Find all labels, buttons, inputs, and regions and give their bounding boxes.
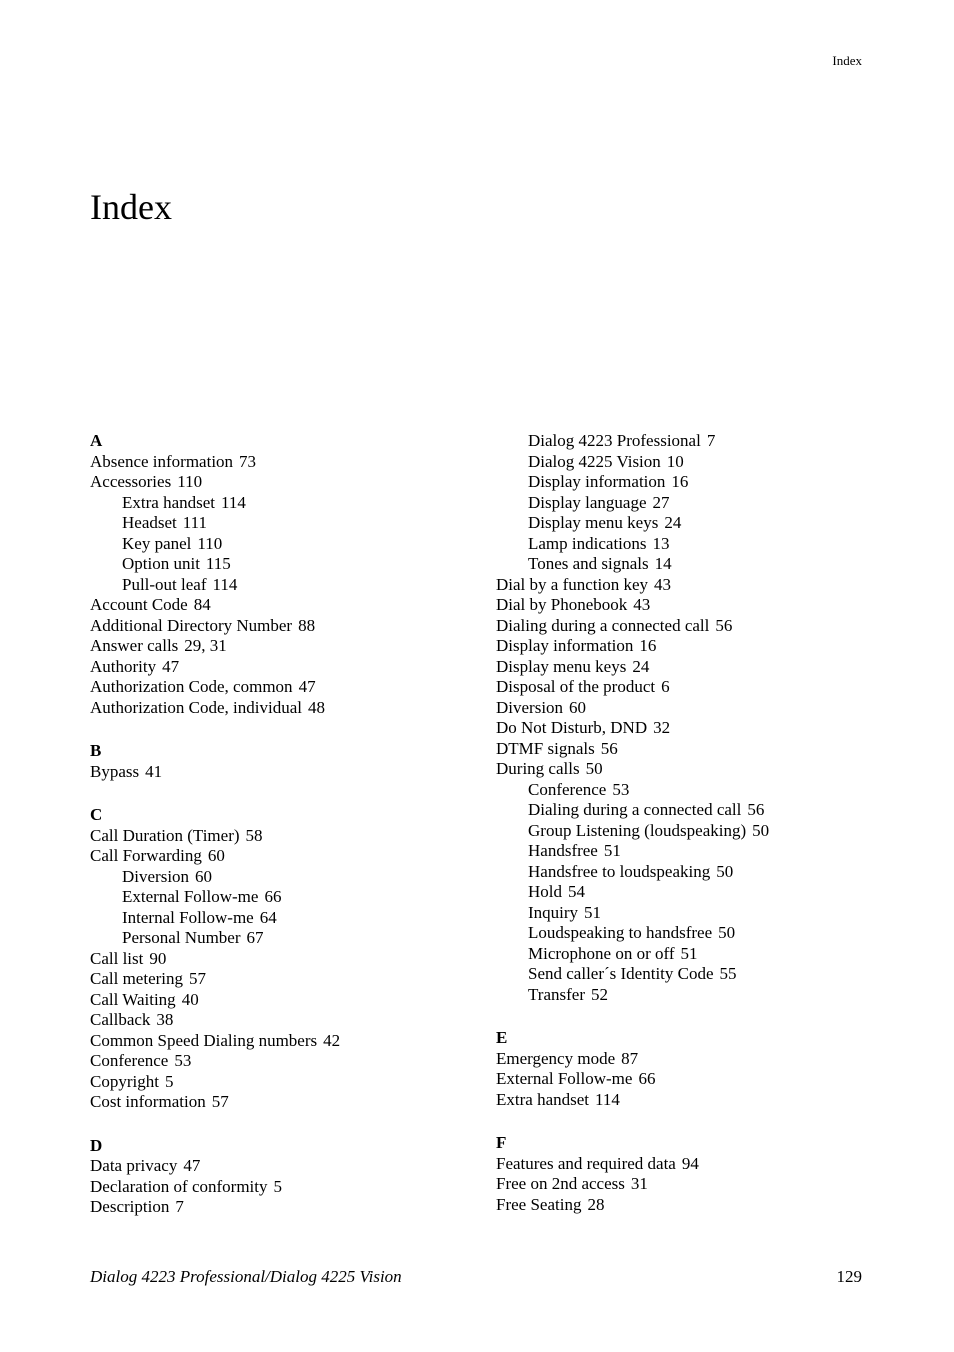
index-page-reference: 84	[193, 595, 211, 614]
index-term: Hold	[528, 882, 562, 901]
index-entry	[496, 1049, 876, 1070]
index-term: Conference	[528, 779, 607, 799]
index-term: During calls	[496, 759, 580, 778]
index-subentry	[496, 964, 876, 985]
index-entry	[90, 1010, 470, 1031]
index-term: Absence information	[90, 451, 234, 471]
index-page-reference: 57	[189, 969, 207, 988]
index-subentry	[90, 554, 470, 575]
index-term: External Follow-me	[496, 1069, 633, 1088]
index-term: Call Waiting	[90, 989, 176, 1009]
index-page-reference: 5	[273, 1176, 282, 1196]
index-entry	[90, 698, 470, 719]
index-entry	[496, 1174, 876, 1195]
index-page-reference: 50	[585, 759, 603, 778]
index-page-reference: 114	[221, 492, 246, 512]
index-term: Transfer	[528, 984, 585, 1004]
index-entry	[90, 657, 470, 678]
index-term: Disposal of the product	[496, 677, 656, 696]
index-term: Lamp indications	[528, 533, 647, 553]
index-subentry	[496, 821, 876, 842]
index-term: Dialog 4223 Professional	[528, 431, 701, 450]
index-page-reference: 60	[207, 846, 225, 865]
index-entry	[496, 1154, 876, 1175]
index-subentry	[90, 867, 470, 888]
index-term: Internal Follow-me	[122, 907, 254, 927]
index-subentry	[496, 944, 876, 965]
index-term: Handsfree	[528, 841, 598, 860]
index-subentry	[90, 575, 470, 596]
index-term: Dialing during a connected call	[528, 800, 742, 819]
index-section-letter: E	[496, 1028, 508, 1047]
index-page-reference: 47	[298, 677, 316, 696]
index-page-reference: 43	[633, 595, 651, 614]
index-term: Authorization Code, individual	[90, 697, 302, 717]
index-term: Declaration of conformity	[90, 1176, 268, 1196]
index-term: Extra handset	[122, 492, 215, 512]
index-entry	[496, 1090, 876, 1111]
index-page-reference: 28	[587, 1194, 605, 1214]
index-term: Additional Directory Number	[90, 615, 293, 635]
index-page-reference: 10	[666, 451, 684, 471]
index-entry	[496, 698, 876, 719]
index-page-reference: 57	[211, 1092, 229, 1111]
index-page-reference: 110	[177, 472, 203, 491]
index-term: Key panel	[122, 533, 192, 553]
index-term: Conference	[90, 1051, 169, 1070]
index-page-reference: 7	[706, 431, 716, 450]
index-term: Data privacy	[90, 1156, 178, 1175]
index-subentry	[496, 472, 876, 493]
index-page-reference: 67	[246, 928, 264, 947]
index-page-reference: 32	[653, 718, 671, 737]
index-term: External Follow-me	[122, 887, 259, 906]
index-term: Dial by a function key	[496, 574, 649, 594]
index-subentry	[90, 928, 470, 949]
index-term: Call Duration (Timer)	[90, 825, 240, 845]
index-entry	[90, 452, 470, 473]
index-page-reference: 114	[212, 574, 238, 594]
index-page-reference: 56	[715, 615, 733, 635]
index-subentry	[90, 493, 470, 514]
index-page-reference: 16	[639, 636, 657, 655]
section-gap	[90, 782, 470, 805]
index-subentry	[90, 513, 470, 534]
index-page-reference: 41	[145, 761, 163, 781]
index-entry	[90, 826, 470, 847]
index-term: Personal Number	[122, 928, 241, 947]
section-gap	[90, 1113, 470, 1136]
index-page-reference: 48	[308, 697, 325, 717]
index-term: Group Listening (loudspeaking)	[528, 820, 747, 840]
index-page-reference: 51	[584, 902, 602, 922]
index-page-reference: 88	[298, 615, 316, 635]
index-subentry	[90, 908, 470, 929]
index-term: Authorization Code, common	[90, 677, 293, 696]
index-subentry	[496, 513, 876, 534]
index-term: Free Seating	[496, 1194, 582, 1214]
index-term: Dial by Phonebook	[496, 595, 628, 614]
index-entry	[90, 595, 470, 616]
page-title: Index	[90, 187, 172, 227]
index-term: Bypass	[90, 761, 140, 781]
index-subentry	[496, 534, 876, 555]
index-page-reference: 24	[664, 513, 682, 532]
index-page-reference: 56	[600, 738, 618, 758]
index-page-reference: 114	[595, 1089, 620, 1109]
index-entry	[90, 472, 470, 493]
index-page-reference: 50	[752, 820, 770, 840]
index-entry	[90, 949, 470, 970]
index-page-reference: 16	[671, 472, 689, 491]
index-entry	[90, 1031, 470, 1052]
index-term: Dialog 4225 Vision	[528, 451, 661, 471]
index-term: Option unit	[122, 554, 200, 573]
index-subentry	[90, 534, 470, 555]
index-page-reference: 58	[245, 825, 263, 845]
index-section-letter: B	[90, 741, 102, 760]
index-term: Display information	[496, 636, 634, 655]
index-subentry	[496, 903, 876, 924]
index-entry	[496, 718, 876, 739]
index-term: Cost information	[90, 1092, 206, 1111]
index-subentry	[496, 780, 876, 801]
index-page-reference: 66	[264, 887, 282, 906]
index-page-reference: 110	[197, 533, 223, 553]
index-entry	[496, 636, 876, 657]
index-term: Features and required data	[496, 1153, 676, 1173]
index-term: Call metering	[90, 969, 184, 988]
index-subentry	[496, 493, 876, 514]
index-page-reference: 111	[182, 513, 208, 532]
index-entry	[496, 595, 876, 616]
index-page-reference: 51	[603, 841, 621, 860]
index-subentry	[496, 923, 876, 944]
section-gap	[496, 1005, 876, 1028]
index-page-reference: 43	[654, 574, 672, 594]
index-page-reference: 50	[716, 861, 734, 881]
index-subentry	[496, 431, 876, 452]
index-page-reference: 115	[205, 554, 231, 573]
index-page-reference: 7	[175, 1197, 184, 1216]
index-entry	[90, 677, 470, 698]
index-entry	[496, 759, 876, 780]
running-head: Index	[832, 53, 862, 68]
index-page-reference: 64	[259, 907, 277, 927]
index-term: Call list	[90, 948, 144, 968]
index-term: Tones and signals	[528, 554, 649, 573]
index-term: Extra handset	[496, 1089, 589, 1109]
footer-title: Dialog 4223 Professional/Dialog 4225 Vision	[90, 1267, 402, 1286]
index-term: Common Speed Dialing numbers	[90, 1030, 318, 1050]
index-entry	[90, 1197, 470, 1218]
index-entry	[90, 616, 470, 637]
index-section-letter: F	[496, 1133, 507, 1152]
index-subentry	[496, 554, 876, 575]
index-page-reference: 47	[162, 656, 180, 676]
index-page-reference: 73	[239, 451, 257, 471]
index-subentry	[496, 800, 876, 821]
index-page-reference: 87	[621, 1048, 639, 1068]
index-page-reference: 51	[680, 943, 698, 963]
index-term: Accessories	[90, 472, 172, 491]
index-term: Display menu keys	[528, 513, 659, 532]
index-page-reference: 14	[654, 554, 672, 573]
index-term: Copyright	[90, 1071, 159, 1091]
index-term: Description	[90, 1197, 170, 1216]
index-section-letter: C	[90, 805, 103, 824]
index-page-reference: 42	[323, 1030, 341, 1050]
index-section-letter: D	[90, 1135, 103, 1155]
index-term: Display menu keys	[496, 656, 627, 676]
index-entry	[496, 616, 876, 637]
index-entry	[90, 1072, 470, 1093]
index-page-reference: 31	[630, 1174, 648, 1193]
index-entry	[496, 1069, 876, 1090]
index-entry	[90, 1177, 470, 1198]
index-entry	[496, 739, 876, 760]
index-term: Dialing during a connected call	[496, 615, 710, 635]
section-gap	[90, 718, 470, 741]
index-term: Send caller´s Identity Code	[528, 964, 714, 983]
index-page-reference: 38	[156, 1010, 174, 1029]
index-term: Inquiry	[528, 902, 579, 922]
index-page-reference: 24	[632, 656, 650, 676]
index-page-reference: 47	[183, 1156, 201, 1175]
index-page-reference: 50	[718, 923, 736, 942]
index-term: Emergency mode	[496, 1048, 616, 1068]
index-subentry	[496, 452, 876, 473]
index-term: Callback	[90, 1010, 151, 1029]
index-term: DTMF signals	[496, 738, 595, 758]
index-term: Microphone on or off	[528, 943, 675, 963]
index-page-reference: 55	[719, 964, 737, 983]
index-term: Display language	[528, 492, 647, 512]
index-term: Account Code	[90, 595, 188, 614]
index-page-reference: 90	[149, 948, 167, 968]
index-entry	[90, 636, 470, 657]
index-column-right	[496, 431, 876, 1215]
index-entry	[90, 762, 470, 783]
index-term: Do Not Disturb, DND	[496, 718, 648, 737]
index-page-reference: 13	[652, 533, 670, 553]
index-page-reference: 5	[164, 1071, 174, 1091]
index-column-left	[90, 431, 470, 1218]
index-entry	[90, 990, 470, 1011]
index-entry	[496, 1195, 876, 1216]
index-page-reference: 60	[569, 697, 587, 717]
index-term: Pull-out leaf	[122, 574, 207, 594]
index-page-reference: 29, 31	[184, 636, 227, 655]
index-page-reference: 52	[590, 984, 608, 1004]
index-entry	[496, 657, 876, 678]
index-term: Call Forwarding	[90, 846, 202, 865]
index-page-reference: 53	[612, 779, 630, 799]
index-entry	[90, 1092, 470, 1113]
index-term: Diversion	[122, 866, 190, 886]
index-page-reference: 66	[638, 1069, 656, 1088]
index-term: Answer calls	[90, 636, 179, 655]
index-page-reference: 54	[568, 882, 585, 901]
index-entry	[90, 1156, 470, 1177]
index-term: Headset	[122, 513, 177, 532]
index-term: Display information	[528, 472, 666, 491]
index-term: Authority	[90, 656, 157, 676]
index-subentry	[496, 882, 876, 903]
index-entry	[496, 575, 876, 596]
index-subentry	[496, 841, 876, 862]
index-entry	[90, 969, 470, 990]
index-page-reference: 56	[747, 800, 765, 819]
index-subentry	[90, 887, 470, 908]
index-entry	[90, 1051, 470, 1072]
index-term: Free on 2nd access	[496, 1174, 625, 1193]
index-term: Handsfree to loudspeaking	[528, 861, 711, 881]
index-page-reference: 94	[681, 1153, 699, 1173]
section-gap	[496, 1110, 876, 1133]
page-number: 129	[836, 1267, 862, 1286]
index-section-letter: A	[90, 431, 103, 450]
index-page-reference: 53	[174, 1051, 192, 1070]
index-subentry	[496, 985, 876, 1006]
index-page-reference: 60	[195, 866, 213, 886]
index-entry	[496, 677, 876, 698]
index-subentry	[496, 862, 876, 883]
index-page-reference: 27	[652, 492, 670, 512]
index-term: Diversion	[496, 697, 564, 717]
index-entry	[90, 846, 470, 867]
index-page-reference: 40	[181, 989, 199, 1009]
index-page-reference: 6	[661, 677, 670, 696]
index-term: Loudspeaking to handsfree	[528, 923, 713, 942]
